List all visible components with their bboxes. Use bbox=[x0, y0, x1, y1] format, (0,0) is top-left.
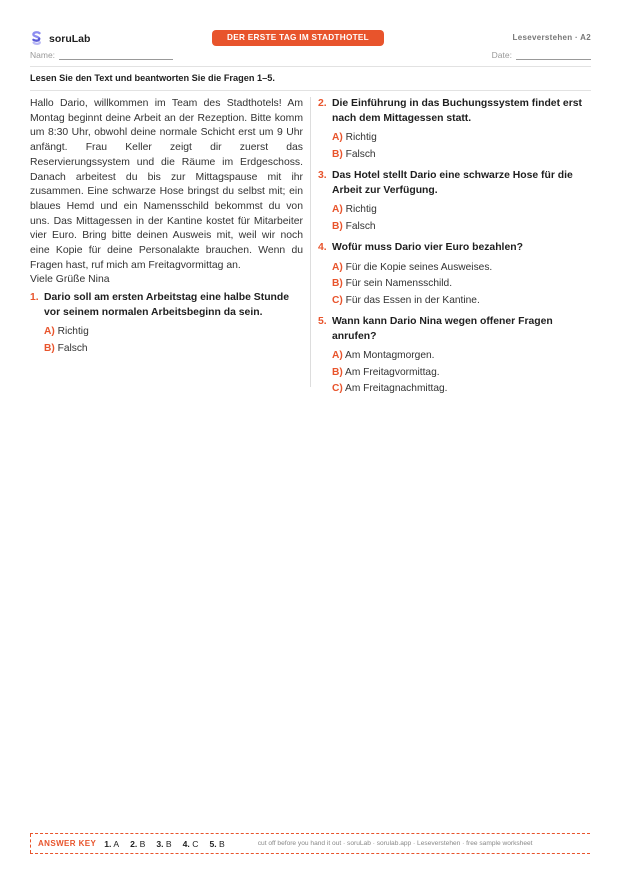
brand bbox=[30, 31, 90, 46]
option-letter: C) bbox=[332, 294, 343, 306]
question-text: Dario soll am ersten Arbeitstag eine halbe Stunde vor seinem normalen Arbeitsbeginn da sein. bbox=[44, 292, 290, 318]
question-4 bbox=[318, 241, 591, 309]
options bbox=[332, 260, 591, 310]
answer-letter: B bbox=[219, 838, 225, 849]
option-letter: B) bbox=[332, 148, 343, 160]
instruction-divider bbox=[30, 90, 591, 91]
option-text: Falsch bbox=[57, 342, 88, 354]
option-c[interactable] bbox=[332, 381, 591, 398]
answer-number: 4. bbox=[182, 838, 190, 849]
question-1 bbox=[30, 291, 303, 357]
question-number: 4. bbox=[318, 242, 327, 253]
answer-letter: B bbox=[139, 838, 146, 849]
answer-key-edge bbox=[30, 834, 31, 853]
question-text: Wofür muss Dario vier Euro bezahlen? bbox=[332, 242, 523, 253]
worksheet-level: Leseverstehen · A2 bbox=[512, 33, 591, 42]
question-2 bbox=[318, 97, 591, 163]
question-number: 1. bbox=[30, 292, 39, 304]
options bbox=[332, 348, 591, 398]
brand-name: soruLab bbox=[49, 32, 91, 45]
option-text: Richtig bbox=[57, 326, 89, 338]
answer-key-note: cut off before you hand it out · soruLab · sorulab.app · Leseverstehen · free sample worksheet bbox=[257, 840, 533, 847]
answer-key-item bbox=[209, 839, 224, 849]
reading-passage bbox=[30, 97, 303, 288]
name-label: Name: bbox=[30, 50, 56, 60]
option-text: Am Montagmorgen. bbox=[345, 350, 435, 361]
question-text: Wann kann Dario Nina wegen offener Fragen anrufen? bbox=[332, 316, 553, 342]
option-text: Für die Kopie seines Ausweises. bbox=[345, 261, 493, 273]
option-b[interactable] bbox=[332, 219, 591, 236]
option-letter: B) bbox=[332, 220, 343, 232]
reading-text: Hallo Dario, willkommen im Team des Stadthotels! Am Montag beginnt deine Arbeit an der Rezeption. Bitte komm um 8:30 Uhr, obwohl deine normale Schicht erst um 9 Uhr anfängt. Frau Keller zeigt dir zuerst das Reservierungssystem und die Räume im Erdgeschoss. Danach arbeitest du bis zur Mittagspause mit ihr zusammen. Eine schwarze Hose bringst du selbst mit; ein blaues Hemd und ein Namensschild bekommst du von uns. Das Mittagessen in der Kantine kostet für Mitarbeiter vier Euro. Bring bitte deinen Ausweis mit, weil wir noch eine Kopie für deine Personalakte brauchen. Wenn du Fragen hast, ruf mich am Freitagvormittag an. bbox=[30, 98, 303, 271]
question-number: 2. bbox=[318, 98, 327, 109]
option-text: Für das Essen in der Kantine. bbox=[345, 294, 480, 306]
question-number: 5. bbox=[318, 316, 327, 327]
option-letter: B) bbox=[332, 366, 343, 378]
answer-letter: C bbox=[192, 838, 199, 849]
answer-number: 1. bbox=[104, 838, 112, 849]
header-divider bbox=[30, 66, 591, 67]
right-column bbox=[318, 97, 591, 404]
option-letter: A) bbox=[332, 204, 343, 215]
answer-number: 3. bbox=[156, 838, 164, 849]
question-number: 3. bbox=[318, 170, 327, 181]
answer-key-item bbox=[130, 839, 145, 849]
option-a[interactable] bbox=[332, 202, 591, 219]
answer-key-item bbox=[104, 839, 119, 849]
option-a[interactable] bbox=[332, 130, 591, 147]
answer-letter: B bbox=[165, 838, 172, 849]
name-field bbox=[30, 50, 173, 60]
option-text: Für sein Namensschild. bbox=[345, 278, 453, 289]
left-column bbox=[30, 97, 303, 363]
question-text: Die Einführung in das Buchungssystem findet erst nach dem Mittagessen statt. bbox=[332, 98, 582, 124]
instruction: Lesen Sie den Text und beantworten Sie die Fragen 1–5. bbox=[30, 73, 275, 83]
answer-key bbox=[30, 833, 590, 854]
question-5 bbox=[318, 315, 591, 398]
name-line bbox=[59, 52, 173, 60]
date-label: Date: bbox=[491, 50, 512, 60]
date-field bbox=[492, 50, 591, 60]
sorulab-logo-icon bbox=[30, 31, 43, 46]
option-text: Am Freitagnachmittag. bbox=[345, 383, 448, 394]
options bbox=[332, 202, 591, 235]
reading-closing: Viele Grüße Nina bbox=[30, 274, 110, 286]
date-line bbox=[516, 52, 591, 60]
option-letter: A) bbox=[44, 326, 55, 338]
option-text: Richtig bbox=[345, 132, 377, 143]
option-text: Richtig bbox=[345, 204, 377, 215]
question-text: Das Hotel stellt Dario eine schwarze Hose für die Arbeit zur Verfügung. bbox=[332, 170, 573, 196]
option-letter: A) bbox=[332, 132, 343, 143]
option-b[interactable] bbox=[44, 341, 303, 358]
option-text: Falsch bbox=[345, 148, 376, 160]
option-a[interactable] bbox=[332, 260, 591, 277]
question-3 bbox=[318, 169, 591, 235]
option-letter: A) bbox=[332, 261, 343, 273]
option-text: Falsch bbox=[345, 220, 376, 232]
option-letter: C) bbox=[332, 383, 343, 394]
option-letter: B) bbox=[332, 278, 343, 289]
option-a[interactable] bbox=[44, 324, 303, 341]
option-a[interactable] bbox=[332, 348, 591, 365]
column-divider bbox=[310, 97, 311, 387]
answer-key-item bbox=[183, 839, 199, 849]
option-letter: A) bbox=[332, 350, 343, 361]
answer-number: 2. bbox=[130, 838, 138, 849]
option-b[interactable] bbox=[332, 365, 591, 382]
worksheet-title: DER ERSTE TAG IM STADTHOTEL bbox=[212, 30, 384, 46]
option-letter: B) bbox=[44, 342, 55, 354]
option-b[interactable] bbox=[332, 147, 591, 164]
answer-key-label: ANSWER KEY bbox=[38, 839, 97, 848]
answer-key-item bbox=[156, 839, 171, 849]
options bbox=[44, 324, 303, 357]
option-c[interactable] bbox=[332, 293, 591, 310]
worksheet-header bbox=[30, 28, 591, 64]
option-b[interactable] bbox=[332, 276, 591, 293]
option-text: Am Freitagvormittag. bbox=[345, 366, 440, 378]
options bbox=[332, 130, 591, 163]
answer-letter: A bbox=[113, 838, 120, 849]
answer-number: 5. bbox=[209, 838, 217, 849]
